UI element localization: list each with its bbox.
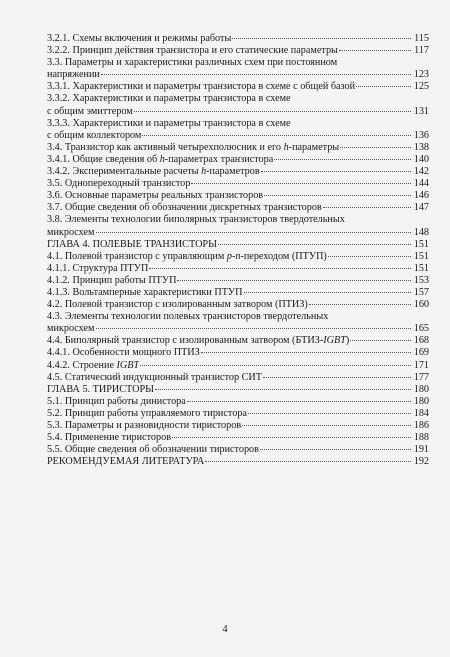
toc-entry bbox=[47, 408, 429, 420]
toc-entry-title: 3.2.1. Схемы включения и режимы работы bbox=[47, 33, 232, 44]
dot-leader bbox=[248, 413, 411, 414]
dot-leader bbox=[96, 232, 411, 233]
toc-entry-title: микросхем bbox=[47, 226, 95, 238]
toc-entry-page: 148 bbox=[413, 226, 429, 238]
toc-entry bbox=[47, 154, 429, 166]
toc-entry-page: 168 bbox=[413, 335, 429, 347]
toc-entry-title: ГЛАВА 4. ПОЛЕВЫЕ ТРАНЗИСТОРЫ bbox=[47, 238, 217, 250]
toc-entry-title: 4.4.2. Строение IGBT bbox=[47, 359, 140, 371]
toc-entry-page: 186 bbox=[413, 420, 429, 431]
toc-entry bbox=[47, 396, 429, 408]
dot-leader bbox=[142, 135, 410, 136]
dot-leader bbox=[339, 50, 411, 51]
toc-entry-title: 5.3. Параметры и разновидности тиристоров bbox=[47, 420, 242, 431]
dot-leader bbox=[140, 365, 411, 366]
toc-entry-page: 165 bbox=[413, 323, 429, 335]
toc-entry-page: 144 bbox=[413, 178, 429, 190]
toc-entry-page: 117 bbox=[414, 45, 429, 57]
toc-entry-title: 5.1. Принцип работы динистора bbox=[47, 395, 186, 407]
toc-entry bbox=[47, 323, 429, 335]
toc-entry-page: 123 bbox=[413, 69, 429, 81]
toc-entry-page: 151 bbox=[413, 238, 429, 250]
toc-entry-page: 180 bbox=[413, 383, 429, 395]
toc-entry bbox=[47, 33, 429, 45]
toc-entry bbox=[47, 251, 429, 263]
dot-leader bbox=[261, 171, 411, 172]
toc-entry-line: 3.8. Элементы технологии биполярных транзисторов твердотельных bbox=[47, 214, 345, 226]
toc-entry-title: 3.4.1. Общие сведения об h-параметрах транзистора bbox=[47, 153, 274, 165]
toc-entry bbox=[47, 275, 429, 287]
dot-leader bbox=[155, 389, 411, 390]
dot-leader bbox=[242, 425, 411, 426]
dot-leader bbox=[96, 328, 411, 329]
toc-entry bbox=[47, 190, 429, 202]
toc-entry bbox=[47, 432, 429, 444]
toc-entry-title: с общим коллектором bbox=[47, 129, 142, 141]
toc-entry-page: 160 bbox=[413, 299, 429, 311]
dot-leader bbox=[201, 352, 411, 353]
toc-entry bbox=[47, 384, 429, 396]
toc-entry-page: 191 bbox=[413, 444, 429, 456]
toc-entry-page: 151 bbox=[413, 250, 429, 262]
dot-leader bbox=[191, 183, 410, 184]
toc-entry bbox=[47, 456, 429, 468]
toc-entry bbox=[47, 130, 429, 142]
toc-entry bbox=[47, 227, 429, 239]
toc-entry-page: 177 bbox=[413, 371, 429, 383]
toc-entry bbox=[47, 202, 429, 214]
toc-entry-page: 171 bbox=[413, 359, 429, 371]
toc-entry bbox=[47, 178, 429, 190]
toc-entry-page: 188 bbox=[413, 432, 429, 444]
toc-entry-title: 3.2.2. Принцип действия транзистора и его статические параметры bbox=[47, 45, 338, 57]
toc-entry bbox=[47, 45, 429, 57]
toc-entry-page: 138 bbox=[413, 141, 429, 153]
toc-entry-title: 4.5. Статический индукционный транзистор СИТ bbox=[47, 371, 262, 383]
toc-entry bbox=[47, 372, 429, 384]
table-of-contents bbox=[47, 33, 429, 468]
toc-entry-title: 5.4. Применение тиристоров bbox=[47, 432, 172, 444]
dot-leader bbox=[340, 147, 411, 148]
toc-entry bbox=[47, 106, 429, 118]
toc-entry bbox=[47, 81, 429, 93]
toc-entry-line: 3.3.2. Характеристики и параметры транзистора в схеме bbox=[47, 93, 291, 105]
toc-entry bbox=[47, 347, 429, 359]
dot-leader bbox=[101, 74, 411, 75]
toc-entry-page: 115 bbox=[414, 33, 429, 44]
toc-entry-title: 4.4. Биполярный транзистор с изолированным затвором (БТИЗ-IGBT) bbox=[47, 335, 350, 347]
toc-entry-title: 3.3.1. Характеристики и параметры транзистора в схеме с общей базой bbox=[47, 81, 356, 93]
toc-entry-title: микросхем bbox=[47, 323, 95, 335]
toc-entry-title: с общим эмиттером bbox=[47, 105, 133, 117]
toc-entry-page: 136 bbox=[413, 129, 429, 141]
toc-entry bbox=[47, 239, 429, 251]
toc-entry-page: 153 bbox=[413, 274, 429, 286]
toc-entry bbox=[47, 360, 429, 372]
toc-entry bbox=[47, 420, 429, 432]
toc-entry-page: 169 bbox=[413, 347, 429, 359]
toc-entry-page: 151 bbox=[413, 262, 429, 274]
toc-entry-title: 4.2. Полевой транзистор с изолированным затвором (ПТИЗ) bbox=[47, 299, 308, 311]
dot-leader bbox=[264, 195, 411, 196]
dot-leader bbox=[328, 256, 411, 257]
toc-entry-page: 146 bbox=[413, 190, 429, 202]
toc-entry-page: 140 bbox=[413, 153, 429, 165]
toc-entry bbox=[47, 166, 429, 178]
toc-entry-title: 3.6. Основные параметры реальных транзисторов bbox=[47, 190, 264, 202]
dot-leader bbox=[149, 268, 410, 269]
toc-entry-page: 184 bbox=[413, 407, 429, 419]
toc-entry-title: 3.7. Общие сведения об обозначении дискретных транзисторов bbox=[47, 202, 322, 214]
toc-entry-title: 3.4.2. Экспериментальные расчеты h-параметров bbox=[47, 166, 260, 178]
toc-entry-line: 3.3.3. Характеристики и параметры транзистора в схеме bbox=[47, 117, 291, 129]
dot-leader bbox=[244, 292, 411, 293]
dot-leader bbox=[187, 401, 411, 402]
dot-leader bbox=[232, 38, 411, 39]
toc-entry-line: 3.3. Параметры и характеристики различных схем при постоянном bbox=[47, 57, 338, 69]
toc-entry-title: 3.4. Транзистор как активный четырехполюсник и его h-параметры bbox=[47, 141, 340, 153]
dot-leader bbox=[218, 244, 411, 245]
page-number: 4 bbox=[222, 624, 228, 635]
toc-entry bbox=[47, 299, 429, 311]
dot-leader bbox=[177, 280, 410, 281]
toc-entry-title: ГЛАВА 5. ТИРИСТОРЫ bbox=[47, 383, 155, 395]
toc-entry-title: 4.1.3. Вольтамперные характеристики ПТУП bbox=[47, 286, 243, 298]
toc-entry-title: 5.5. Общие сведения об обозначении тиристоров bbox=[47, 444, 259, 456]
toc-entry-page: 131 bbox=[413, 105, 429, 117]
dot-leader bbox=[356, 86, 411, 87]
toc-entry-title: 4.1.2. Принцип работы ПТУП bbox=[47, 274, 177, 286]
toc-entry-page: 142 bbox=[413, 166, 429, 178]
toc-entry-title: 5.2. Принцип работы управляемого тиристора bbox=[47, 407, 247, 419]
dot-leader bbox=[323, 207, 411, 208]
toc-entry-page: 147 bbox=[413, 202, 429, 214]
toc-entry-line: 4.3. Элементы технологии полевых транзисторов твердотельных bbox=[47, 311, 329, 323]
toc-entry bbox=[47, 263, 429, 275]
toc-entry-title: 4.1.1. Структура ПТУП bbox=[47, 262, 149, 274]
toc-entry-title: напряжении bbox=[47, 69, 100, 81]
toc-entry bbox=[47, 142, 429, 154]
dot-leader bbox=[205, 461, 410, 462]
dot-leader bbox=[274, 159, 410, 160]
toc-entry bbox=[47, 69, 429, 81]
toc-entry-page: 157 bbox=[413, 286, 429, 298]
toc-entry-title: РЕКОМЕНДУЕМАЯ ЛИТЕРАТУРА bbox=[47, 456, 205, 468]
toc-entry-page: 125 bbox=[413, 81, 429, 93]
toc-entry bbox=[47, 444, 429, 456]
dot-leader bbox=[172, 437, 411, 438]
toc-entry-title: 4.4.1. Особенности мощного ПТИЗ bbox=[47, 347, 200, 359]
toc-entry-title: 3.5. Однопереходный транзистор bbox=[47, 178, 191, 190]
toc-entry-title: 4.1. Полевой транзистор с управляющим p-n-переходом (ПТУП) bbox=[47, 250, 327, 262]
dot-leader bbox=[309, 304, 411, 305]
toc-entry bbox=[47, 335, 429, 347]
toc-entry bbox=[47, 287, 429, 299]
dot-leader bbox=[134, 111, 411, 112]
toc-entry-page: 180 bbox=[413, 395, 429, 407]
dot-leader bbox=[350, 340, 410, 341]
toc-entry-page: 192 bbox=[413, 456, 429, 468]
dot-leader bbox=[263, 377, 411, 378]
dot-leader bbox=[260, 449, 411, 450]
